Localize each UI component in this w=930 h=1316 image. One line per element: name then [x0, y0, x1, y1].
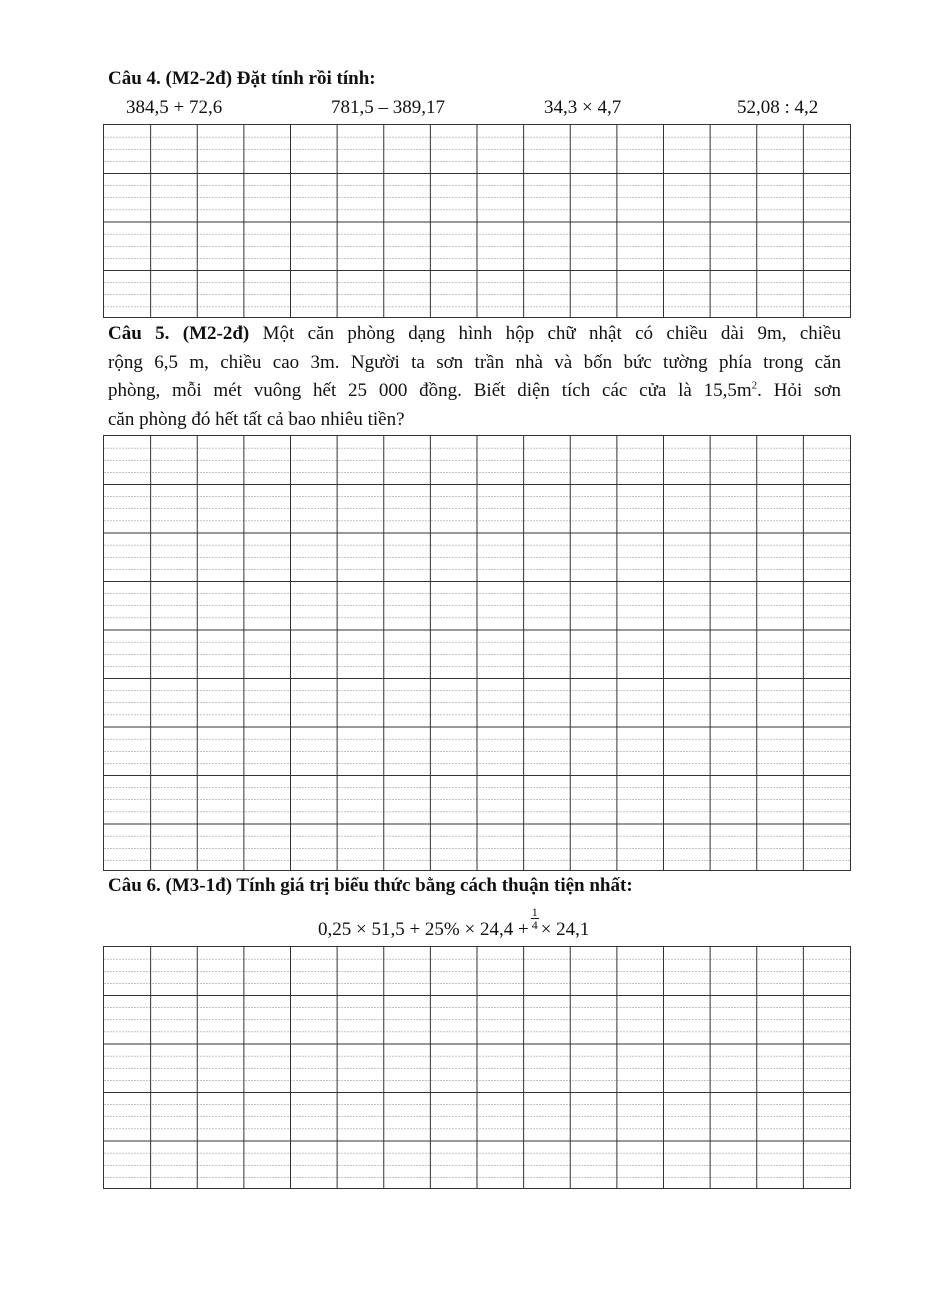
q5-line-4: căn phòng đó hết tất cả bao nhiêu tiền?	[108, 408, 405, 430]
q6-fraction-numerator: 1	[531, 905, 538, 919]
calc-3: 34,3 × 4,7	[544, 97, 622, 118]
answer-grid-q4[interactable]	[103, 124, 851, 318]
answer-grid-q5[interactable]	[103, 435, 851, 871]
question-6-title: Câu 6. (M3-1đ) Tính giá trị biểu thức bằng cách thuận tiện nhất:	[108, 875, 633, 896]
q5-line-3-tail: . Hỏi sơn	[757, 380, 841, 401]
calc-1: 384,5 + 72,6	[126, 97, 223, 118]
q6-fraction	[531, 906, 539, 931]
q6-expression-part-b: × 24,1	[540, 918, 590, 940]
question-4-title: Câu 4. (M2-2đ) Đặt tính rồi tính:	[108, 68, 376, 89]
question-5-text	[108, 320, 841, 434]
calc-4: 52,08 : 4,2	[737, 97, 819, 118]
q5-line-2: rộng 6,5 m, chiều cao 3m. Người ta sơn trần nhà và bốn bức tường phía trong căn	[108, 351, 841, 373]
q5-line-3: phòng, mỗi mét vuông hết 25 000 đồng. Biết diện tích các cửa là 15,5m	[108, 380, 752, 401]
q6-expression	[318, 905, 590, 943]
q5-line-1: Một căn phòng dạng hình hộp chữ nhật có chiều dài 9m, chiều	[262, 323, 841, 344]
question-5-label: Câu 5. (M2-2đ)	[108, 323, 250, 344]
answer-grid-q6[interactable]	[103, 946, 851, 1189]
q6-fraction-denominator: 4	[531, 918, 538, 932]
calc-2: 781,5 – 389,17	[331, 97, 445, 118]
q6-expression-part-a: 0,25 × 51,5 + 25% × 24,4 +	[318, 918, 529, 940]
q5-superscript: 2	[751, 379, 758, 392]
